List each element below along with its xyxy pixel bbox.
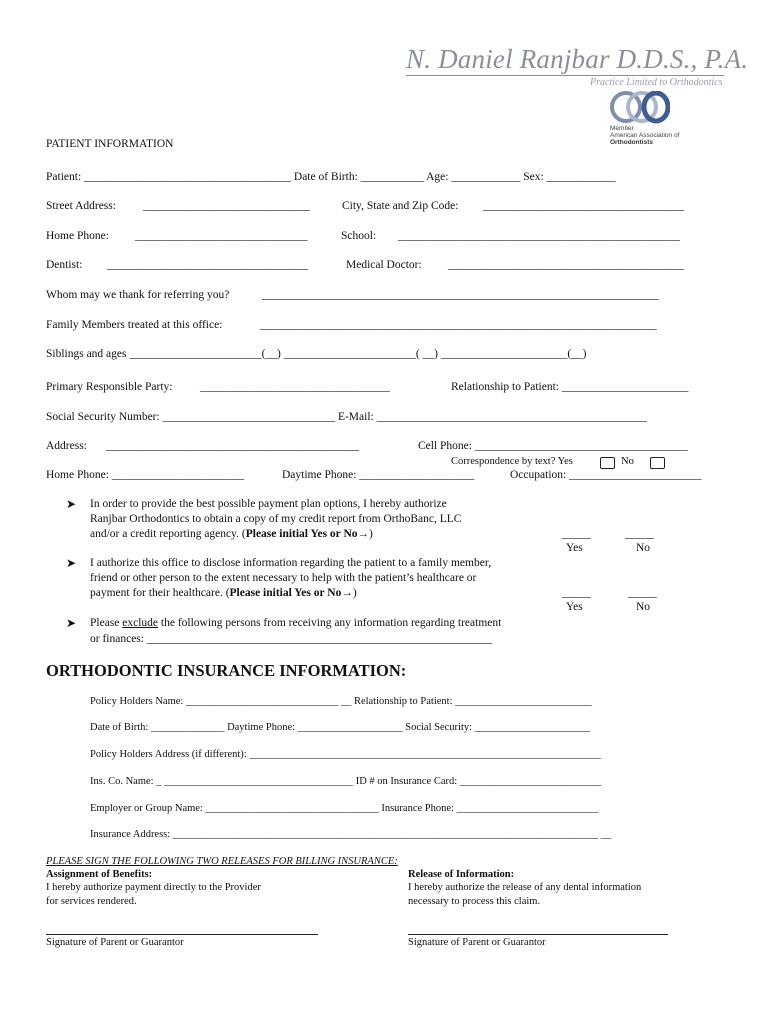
relationship-field[interactable]: Relationship to Patient: ______________________ — [451, 381, 689, 393]
text-no-checkbox[interactable] — [650, 457, 665, 469]
credit-auth-line3 — [90, 528, 373, 540]
section-patient-heading: PATIENT INFORMATION — [46, 138, 174, 150]
signature-line-right[interactable] — [408, 934, 668, 935]
assignment-title: Assignment of Benefits: — [46, 869, 153, 880]
school-field[interactable]: _________________________________________________ — [398, 230, 680, 242]
credit-yes-label: Yes — [566, 542, 583, 554]
arrow-bullet-icon: ➤ — [66, 616, 77, 630]
credit-auth-line1: In order to provide the best possible payment plan options, I hereby authorize — [90, 498, 447, 510]
practice-name: N. Daniel Ranjbar D.D.S., P.A. — [406, 44, 749, 74]
disclose-no-label: No — [636, 601, 651, 613]
home-phone-2-field[interactable]: Home Phone: _______________________ — [46, 469, 245, 481]
dentist-field[interactable]: ___________________________________ — [107, 259, 309, 271]
disclose-auth-line1: I authorize this office to disclose information regarding the patient to a family member, — [90, 557, 492, 569]
text-yes-checkbox[interactable] — [600, 457, 615, 469]
patient-row[interactable]: Patient: ____________________________________ Date of Birth: ___________ Age: ____________ Sex: ____________ — [46, 171, 616, 183]
logo-assoc-text: American Association of — [610, 132, 680, 139]
policy-address-row[interactable]: Policy Holders Address (if different): ___________________________________________________________________ — [90, 749, 602, 760]
home-phone-label: Home Phone: — [46, 230, 109, 242]
exclude-line1-c: the following persons from receiving any information regarding treatment — [158, 617, 502, 629]
disclose-yes-label: Yes — [566, 601, 583, 613]
exclude-persons-field[interactable]: or finances: ____________________________________________________________ — [90, 633, 492, 645]
arrow-bullet-icon: ➤ — [66, 556, 77, 570]
referral-label: Whom may we thank for referring you? — [46, 289, 230, 301]
insured-dob-row[interactable]: Date of Birth: ______________ Daytime Phone: ____________________ Social Security: ______________________ — [90, 722, 591, 733]
text-correspondence-label: Correspondence by text? Yes — [451, 456, 573, 467]
arrow-bullet-icon: ➤ — [66, 497, 77, 511]
practice-name-underline — [406, 75, 724, 76]
credit-no-label: No — [636, 542, 651, 554]
releases-heading: PLEASE SIGN THE FOLLOWING TWO RELEASES FOR BILLING INSURANCE: — [46, 856, 398, 867]
exclude-line1-a: Please — [90, 617, 123, 629]
logo-member-text: Member — [610, 125, 634, 132]
disclose-auth-instruction: Please initial Yes or No→ — [229, 587, 353, 599]
credit-yes-blank[interactable]: _____ — [562, 528, 591, 540]
signature-label-right: Signature of Parent or Guarantor — [408, 937, 546, 948]
signature-line-left[interactable] — [46, 934, 318, 935]
credit-auth-paren: ) — [369, 528, 373, 540]
responsible-party-label: Primary Responsible Party: — [46, 381, 173, 393]
credit-auth-line2: Ranjbar Orthodontics to obtain a copy of my credit report from OrthoBanc, LLC — [90, 513, 462, 525]
cell-phone-field[interactable]: Cell Phone: _____________________________________ — [418, 440, 688, 452]
street-address-label: Street Address: — [46, 200, 116, 212]
family-members-field[interactable]: _____________________________________________________________________ — [260, 319, 657, 331]
disclose-yes-blank[interactable]: _____ — [562, 587, 591, 599]
disclose-no-blank[interactable]: _____ — [628, 587, 657, 599]
address-field[interactable]: ____________________________________________ — [106, 440, 359, 452]
disclose-auth-line3 — [90, 587, 357, 599]
city-state-zip-label: City, State and Zip Code: — [342, 200, 459, 212]
medical-doctor-field[interactable]: _________________________________________ — [448, 259, 684, 271]
street-address-field[interactable]: _____________________________ — [143, 200, 310, 212]
dentist-label: Dentist: — [46, 259, 83, 271]
aao-logo-icon — [610, 91, 670, 125]
address-label: Address: — [46, 440, 87, 452]
aao-logo — [610, 91, 700, 149]
release-line2: necessary to process this claim. — [408, 896, 541, 907]
release-title: Release of Information: — [408, 869, 515, 880]
insurance-address-row[interactable]: Insurance Address: _________________________________________________________________________________ __ — [90, 829, 612, 840]
siblings-row[interactable]: Siblings and ages _______________________(__) _______________________( __) ______________________(__) — [46, 348, 587, 360]
logo-org-text: Orthodontists — [610, 139, 653, 146]
exclude-word: exclude — [122, 617, 159, 629]
family-members-label: Family Members treated at this office: — [46, 319, 223, 331]
disclose-auth-line3-text: payment for their healthcare. ( — [90, 587, 230, 599]
employer-row[interactable]: Employer or Group Name: _________________________________ Insurance Phone: ___________________________ — [90, 803, 599, 814]
practice-subtitle: Practice Limited to Orthodontics — [590, 77, 723, 88]
medical-doctor-label: Medical Doctor: — [346, 259, 422, 271]
credit-auth-line3-text: and/or a credit reporting agency. ( — [90, 528, 246, 540]
signature-label-left: Signature of Parent or Guarantor — [46, 937, 184, 948]
text-no-label: No — [621, 456, 634, 467]
school-label: School: — [341, 230, 377, 242]
insurance-heading: ORTHODONTIC INSURANCE INFORMATION: — [46, 661, 407, 680]
credit-auth-instruction: Please initial Yes or No→ — [245, 528, 370, 540]
city-state-zip-field[interactable]: ___________________________________ — [483, 200, 685, 212]
ins-company-row[interactable]: Ins. Co. Name: _ ____________________________________ ID # on Insurance Card: ___________________________ — [90, 776, 602, 787]
disclose-auth-line2: friend or other person to the extent necessary to help with the patient’s healthcare or — [90, 572, 477, 584]
disclose-auth-paren: ) — [352, 587, 357, 599]
policy-holder-row[interactable]: Policy Holders Name: _____________________________ __ Relationship to Patient: __________________________ — [90, 696, 592, 707]
ssn-email-row[interactable]: Social Security Number: ______________________________ E-Mail: _______________________________________________ — [46, 411, 647, 423]
assignment-line2: for services rendered. — [46, 896, 137, 907]
exclude-line1 — [90, 617, 501, 629]
assignment-line1: I hereby authorize payment directly to the Provider — [46, 882, 261, 893]
release-line1: I hereby authorize the release of any dental information — [408, 882, 642, 893]
referral-field[interactable]: _____________________________________________________________________ — [262, 289, 659, 301]
credit-no-blank[interactable]: _____ — [625, 528, 654, 540]
daytime-phone-field[interactable]: Daytime Phone: ____________________ — [282, 469, 475, 481]
home-phone-field[interactable]: ______________________________ — [135, 230, 308, 242]
occupation-field[interactable]: Occupation: _______________________ — [510, 469, 702, 481]
responsible-party-field[interactable]: _________________________________ — [200, 381, 390, 393]
